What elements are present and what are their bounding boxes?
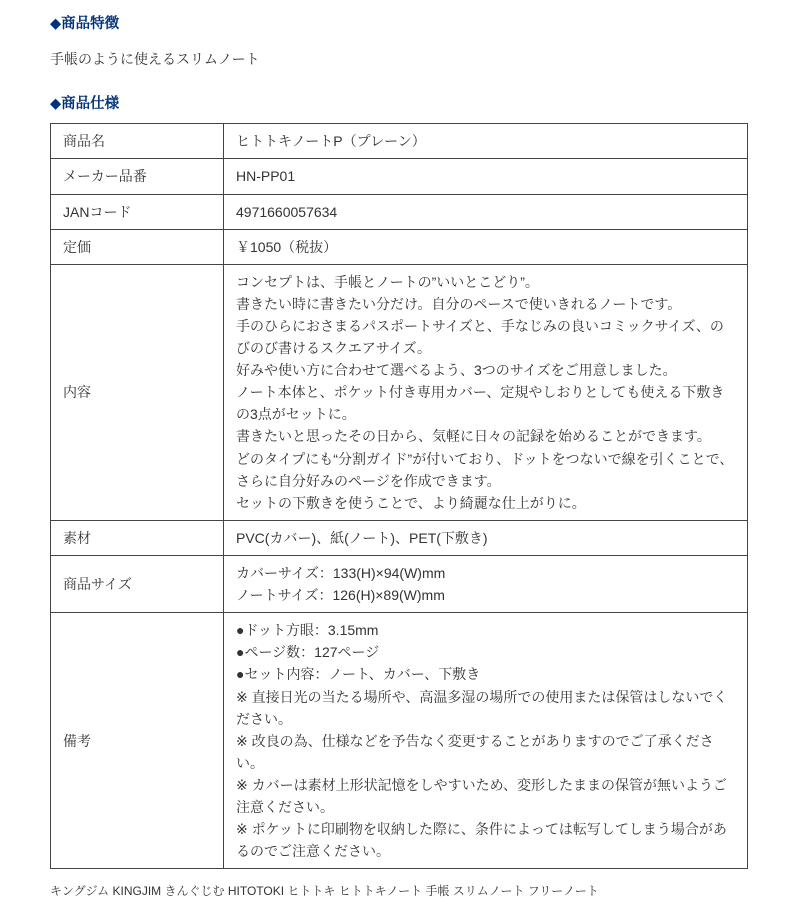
spec-table <box>50 123 748 869</box>
spec-heading: ◆商品仕様 <box>50 96 120 113</box>
spec-table-row <box>51 264 748 520</box>
spec-row-label: 素材 <box>51 520 224 555</box>
features-text: 手帳のように使えるスリムノート <box>50 50 260 67</box>
spec-row-value: カバーサイズ：133(H)×94(W)mm ノートサイズ：126(H)×89(W)mm <box>224 556 748 613</box>
spec-row-value: コンセプトは、手帳とノートの”いいとこどり”。 書きたい時に書きたい分だけ。自分のペースで使いきれるノートです。 手のひらにおさまるパスポートサイズと、手なじみの良いコミックサイズ、のびのび書けるスクエアサイズ。 好みや使い方に合わせて選べるよう、3つのサイズをご用意しました。 ノート本体と、ポケット付き専用カバー、定規やしおりとしても使える下敷きの3点がセットに。 書きたいと思ったその日から、気軽に日々の記録を始めることができます。 どのタイプにも“分割ガイド”が付いており、ドットをつないで線を引くことで、さらに自分好みのページを作成できます。 セットの下敷きを使うことで、より綺麗な仕上がりに。 <box>224 264 748 520</box>
spec-table-row <box>51 613 748 869</box>
spec-row-label: 商品名 <box>51 124 224 159</box>
spec-row-value: ●ドット方眼：3.15mm ●ページ数：127ページ ●セット内容：ノート、カバー、下敷き ※ 直接日光の当たる場所や、高温多湿の場所での使用または保管はしないでください。 ※ 改良の為、仕様などを予告なく変更することがありますのでご了承ください。 ※ カバーは素材上形状記憶をしやすいため、変形したままの保管が無いようご注意ください。 ※ ポケットに印刷物を収納した際に、条件によっては転写してしまう場合があるのでご注意ください。 <box>224 613 748 869</box>
spec-row-label: JANコード <box>51 194 224 229</box>
footer-keywords: キングジム KINGJIM きんぐじむ HITOTOKI ヒトトキ ヒトトキノート 手帳 スリムノート フリーノート <box>50 884 599 899</box>
spec-table-row <box>51 229 748 264</box>
spec-table-row <box>51 520 748 555</box>
spec-row-value: PVC(カバー)、紙(ノート)、PET(下敷き) <box>224 520 748 555</box>
features-heading: ◆商品特徴 <box>50 16 120 32</box>
spec-row-value: HN-PP01 <box>224 159 748 194</box>
spec-table-row <box>51 556 748 613</box>
spec-table-row <box>51 124 748 159</box>
spec-row-value: ヒトトキノートP（プレーン） <box>224 124 748 159</box>
spec-row-value: ￥1050（税抜） <box>224 229 748 264</box>
spec-table-row <box>51 194 748 229</box>
spec-row-label: 内容 <box>51 264 224 520</box>
spec-row-label: 商品サイズ <box>51 556 224 613</box>
spec-table-row <box>51 159 748 194</box>
spec-row-label: 定価 <box>51 229 224 264</box>
spec-row-value: 4971660057634 <box>224 194 748 229</box>
spec-row-label: メーカー品番 <box>51 159 224 194</box>
spec-row-label: 備考 <box>51 613 224 869</box>
